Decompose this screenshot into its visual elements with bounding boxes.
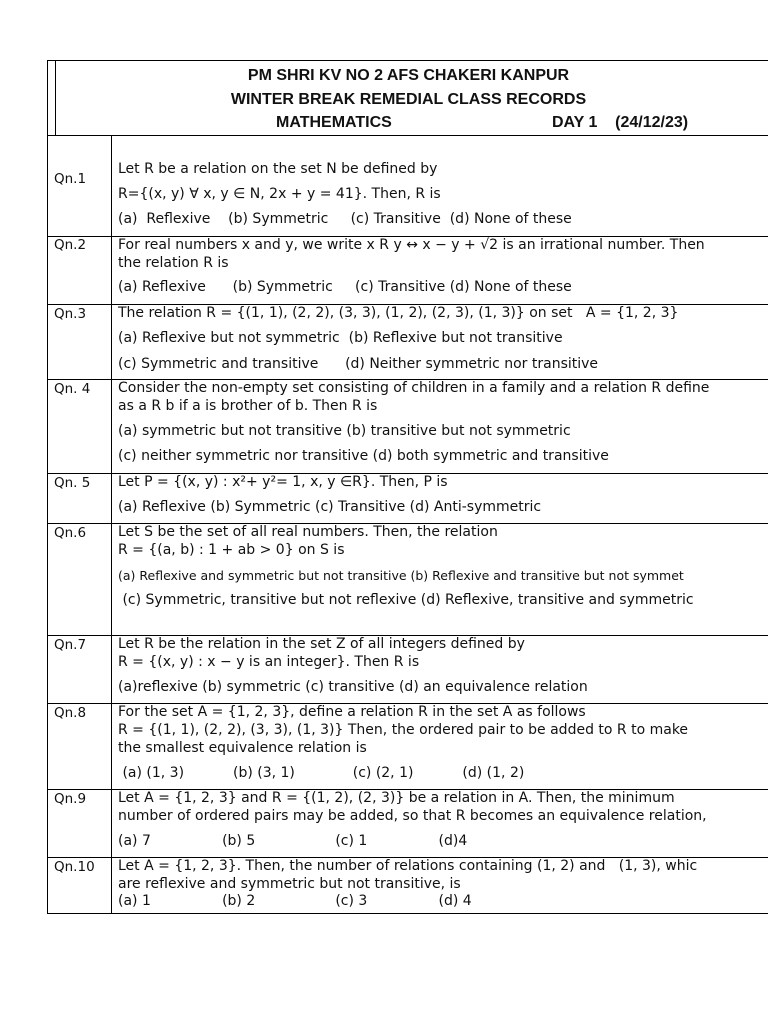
answer-options: (a) 7 (b) 5 (c) 1 (d)4 — [118, 833, 468, 849]
question-text: R = {(x, y) : x − y is an integer}. Then R is — [118, 654, 420, 670]
question-row — [48, 379, 768, 474]
answer-options: (a) symmetric but not transitive (b) transitive but not symmetric — [118, 423, 571, 439]
day-date: DAY 1 (24/12/23) — [552, 114, 689, 131]
question-number: Qn.9 — [54, 791, 87, 807]
question-number: Qn.6 — [54, 525, 87, 541]
answer-options: (a) 1 (b) 2 (c) 3 (d) 4 — [118, 893, 472, 909]
question-row — [48, 236, 768, 305]
question-text: Let S be the set of all real numbers. Then, the relation — [118, 524, 498, 540]
question-number: Qn.3 — [54, 306, 87, 322]
answer-options: (a) Reflexive (b) Symmetric (c) Transitive (d) None of these — [118, 279, 572, 295]
question-number: Qn.1 — [54, 171, 87, 187]
question-row — [48, 703, 768, 790]
school-name: PM SHRI KV NO 2 AFS CHAKERI KANPUR — [247, 67, 570, 84]
question-number: Qn. 5 — [54, 475, 91, 491]
question-text: Consider the non-empty set consisting of children in a family and a relation R define — [118, 380, 710, 396]
question-text: Let R be a relation on the set N be defined by — [118, 161, 438, 177]
question-text: as a R b if a is brother of b. Then R is — [118, 398, 378, 414]
header-block — [48, 61, 768, 136]
question-number: Qn.8 — [54, 705, 87, 721]
question-text: R = {(1, 1), (2, 2), (3, 3), (1, 3)} Then, the ordered pair to be added to R to make — [118, 722, 689, 738]
question-text: For the set A = {1, 2, 3}, define a relation R in the set A as follows — [118, 704, 586, 720]
answer-options: (a) Reflexive (b) Symmetric (c) Transitive (d) None of these — [118, 211, 572, 227]
question-text: Let A = {1, 2, 3} and R = {(1, 2), (2, 3)} be a relation in A. Then, the minimum — [118, 790, 675, 806]
worksheet-table — [47, 60, 768, 914]
answer-options: (a) (1, 3) (b) (3, 1) (c) (2, 1) (d) (1, 2) — [118, 765, 525, 781]
question-text: the smallest equivalence relation is — [118, 740, 367, 756]
question-number: Qn.10 — [54, 859, 95, 875]
question-text: Let P = {(x, y) : x²+ y²= 1, x, y ∈R}. Then, P is — [118, 474, 448, 490]
question-number: Qn.2 — [54, 237, 87, 253]
answer-options: (a) Reflexive (b) Symmetric (c) Transitive (d) Anti-symmetric — [118, 499, 542, 515]
question-row — [48, 473, 768, 524]
question-text: Let R be the relation in the set Z of all integers defined by — [118, 636, 525, 652]
question-text: number of ordered pairs may be added, so that R becomes an equivalence relation, — [118, 808, 707, 824]
question-text: The relation R = {(1, 1), (2, 2), (3, 3), (1, 2), (2, 3), (1, 3)} on set A = {1, 2, 3} — [118, 305, 679, 321]
answer-options: (c) Symmetric and transitive (d) Neither symmetric nor transitive — [118, 356, 599, 372]
record-title: WINTER BREAK REMEDIAL CLASS RECORDS — [230, 91, 587, 108]
answer-options: (a)reflexive (b) symmetric (c) transitive (d) an equivalence relation — [118, 679, 588, 695]
question-text: R = {(a, b) : 1 + ab > 0} on S is — [118, 542, 345, 558]
question-number: Qn. 4 — [54, 381, 91, 397]
question-text: are reflexive and symmetric but not transitive, is — [118, 876, 461, 892]
answer-options: (a) Reflexive and symmetric but not transitive (b) Reflexive and transitive but not symmet — [118, 568, 684, 583]
question-row — [48, 857, 768, 913]
question-text: the relation R is — [118, 255, 229, 271]
question-row — [48, 523, 768, 636]
question-row — [48, 304, 768, 380]
question-row — [48, 135, 768, 237]
question-text: Let A = {1, 2, 3}. Then, the number of relations containing (1, 2) and (1, 3), whic — [118, 858, 698, 874]
question-row — [48, 789, 768, 858]
question-text: R={(x, y) ∀ x, y ∈ N, 2x + y = 41}. Then, R is — [118, 186, 441, 202]
question-row — [48, 635, 768, 704]
question-number: Qn.7 — [54, 637, 87, 653]
answer-options: (c) Symmetric, transitive but not reflexive (d) Reflexive, transitive and symmetric — [118, 592, 694, 608]
question-text: For real numbers x and y, we write x R y ↔ x − y + √2 is an irrational number. Then — [118, 237, 705, 253]
answer-options: (a) Reflexive but not symmetric (b) Reflexive but not transitive — [118, 330, 563, 346]
answer-options: (c) neither symmetric nor transitive (d) both symmetric and transitive — [118, 448, 609, 464]
subject-title: MATHEMATICS — [276, 114, 392, 131]
